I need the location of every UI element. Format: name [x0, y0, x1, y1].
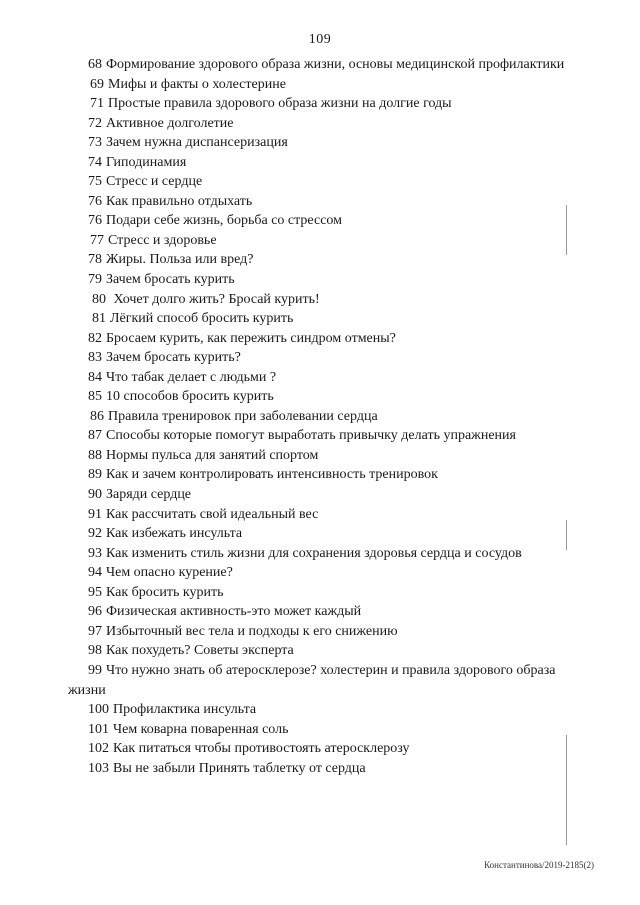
item-number: 71: [90, 96, 104, 112]
list-item: [68, 700, 578, 720]
list-item: [68, 641, 578, 661]
item-number: 89: [88, 467, 102, 483]
list-item: [68, 426, 578, 446]
document-reference: Константинова/2019-2185(2): [484, 860, 594, 870]
item-text: Физическая активность-это может каждый: [106, 604, 362, 620]
item-text: Бросаем курить, как пережить синдром отмены?: [106, 330, 396, 346]
page-number: 109: [308, 32, 332, 47]
item-number: 93: [88, 545, 102, 561]
item-number: 94: [88, 565, 102, 581]
list-item: [68, 231, 578, 251]
list-item: [68, 505, 578, 525]
item-text: Стресс и сердце: [106, 174, 203, 190]
item-text: Зачем бросать курить?: [106, 350, 241, 366]
item-number: 82: [88, 330, 102, 346]
list-item: [68, 485, 578, 505]
item-number: 80: [92, 291, 106, 307]
list-item: [68, 270, 578, 290]
item-number: 76: [88, 193, 102, 209]
item-text: Мифы и факты о холестерине: [108, 76, 286, 92]
list-item: [68, 524, 578, 544]
item-text: Как питаться чтобы противостоять атеросклерозу: [113, 741, 410, 757]
item-number: 73: [88, 135, 102, 151]
item-number: 77: [90, 232, 104, 248]
scan-artifact: [566, 520, 567, 550]
item-text: Чем опасно курение?: [106, 565, 233, 581]
item-number: 74: [88, 154, 102, 170]
list-item: [68, 172, 578, 192]
item-number: 79: [88, 272, 102, 288]
item-text: Как правильно отдыхать: [106, 193, 253, 209]
item-text: Жиры. Польза или вред?: [106, 252, 254, 268]
item-text: Как и зачем контролировать интенсивность тренировок: [106, 467, 438, 483]
item-text: Как изменить стиль жизни для сохранения здоровья сердца и сосудов: [106, 545, 522, 561]
list-item: [68, 309, 578, 329]
list-item: [68, 739, 578, 759]
list-item: [68, 387, 578, 407]
item-number: 83: [88, 350, 102, 366]
list-item: [68, 368, 578, 388]
item-text: Как рассчитать свой идеальный вес: [106, 506, 319, 522]
list-item: [68, 153, 578, 173]
item-number: 86: [90, 408, 104, 424]
item-text: Правила тренировок при заболевании сердца: [108, 408, 378, 424]
item-number: 84: [88, 369, 102, 385]
item-number: 68: [88, 57, 102, 72]
list-item: [68, 622, 578, 642]
list-item: [68, 661, 578, 700]
item-number: 103: [88, 760, 109, 776]
item-text: Что нужно знать об атеросклерозе? холестерин и правила здорового образа жизни: [68, 662, 556, 698]
item-text: Гиподинамия: [106, 154, 187, 170]
list-item: [68, 94, 578, 114]
item-text: Как бросить курить: [106, 584, 224, 600]
item-number: 81: [92, 311, 106, 327]
item-number: 101: [88, 721, 109, 737]
item-number: 88: [88, 447, 102, 463]
item-number: 78: [88, 252, 102, 268]
item-text: Зачем бросать курить: [106, 272, 235, 288]
item-text: Чем коварна поваренная соль: [113, 721, 289, 737]
list-item: [68, 114, 578, 134]
item-text: Профилактика инсульта: [113, 702, 257, 718]
item-number: 69: [90, 76, 104, 92]
item-text: Стресс и здоровье: [108, 232, 217, 248]
item-number: 97: [88, 623, 102, 639]
item-text: Заряди сердце: [106, 487, 192, 503]
item-text: Способы которые помогут выработать привычку делать упражнения: [106, 428, 516, 444]
list-item: [68, 75, 578, 95]
item-number: 90: [88, 487, 102, 503]
list-item: [68, 192, 578, 212]
item-text: 10 способов бросить курить: [106, 389, 274, 405]
item-text: Вы не забыли Принять таблетку от сердца: [113, 760, 366, 776]
list-item: [68, 407, 578, 427]
item-number: 100: [88, 702, 109, 718]
list-item: [68, 544, 578, 564]
list-item: [68, 446, 578, 466]
item-number: 96: [88, 604, 102, 620]
item-number: 95: [88, 584, 102, 600]
list-item: [68, 290, 578, 310]
list-item: [68, 250, 578, 270]
item-text: Избыточный вес тела и подходы к его снижению: [106, 623, 398, 639]
item-text: Хочет долго жить? Бросай курить!: [110, 291, 320, 307]
item-number: 102: [88, 741, 109, 757]
item-number: 98: [88, 643, 102, 659]
item-number: 72: [88, 115, 102, 131]
scan-artifact: [566, 735, 567, 845]
list-item: [68, 759, 578, 779]
item-text: Что табак делает с людьми ?: [106, 369, 277, 385]
item-text: Как похудеть? Советы эксперта: [106, 643, 294, 659]
item-text: Зачем нужна диспансеризация: [106, 135, 288, 151]
item-text: Простые правила здорового образа жизни на долгие годы: [108, 96, 452, 112]
item-number: 87: [88, 428, 102, 444]
list-item: [68, 329, 578, 349]
scan-artifact: [566, 205, 567, 255]
list-item: [68, 563, 578, 583]
item-number: 92: [88, 526, 102, 542]
item-number: 91: [88, 506, 102, 522]
list-item: [68, 602, 578, 622]
item-number: 76: [88, 213, 102, 229]
item-number: 75: [88, 174, 102, 190]
item-text: Активное долголетие: [106, 115, 234, 131]
list-item: [68, 211, 578, 231]
item-text: Нормы пульса для занятий спортом: [106, 447, 319, 463]
item-text: Как избежать инсульта: [106, 526, 243, 542]
list-item: [68, 583, 578, 603]
list-item: [68, 55, 578, 75]
item-number: 85: [88, 389, 102, 405]
topic-list: [68, 55, 578, 778]
item-text: Подари себе жизнь, борьба со стрессом: [106, 213, 343, 229]
list-item: [68, 465, 578, 485]
list-item: [68, 133, 578, 153]
item-text: Формирование здорового образа жизни, основы медицинской профилактики: [106, 57, 565, 72]
list-item: [68, 720, 578, 740]
list-item: [68, 348, 578, 368]
item-number: 99: [88, 662, 102, 678]
item-text: Лёгкий способ бросить курить: [110, 311, 294, 327]
